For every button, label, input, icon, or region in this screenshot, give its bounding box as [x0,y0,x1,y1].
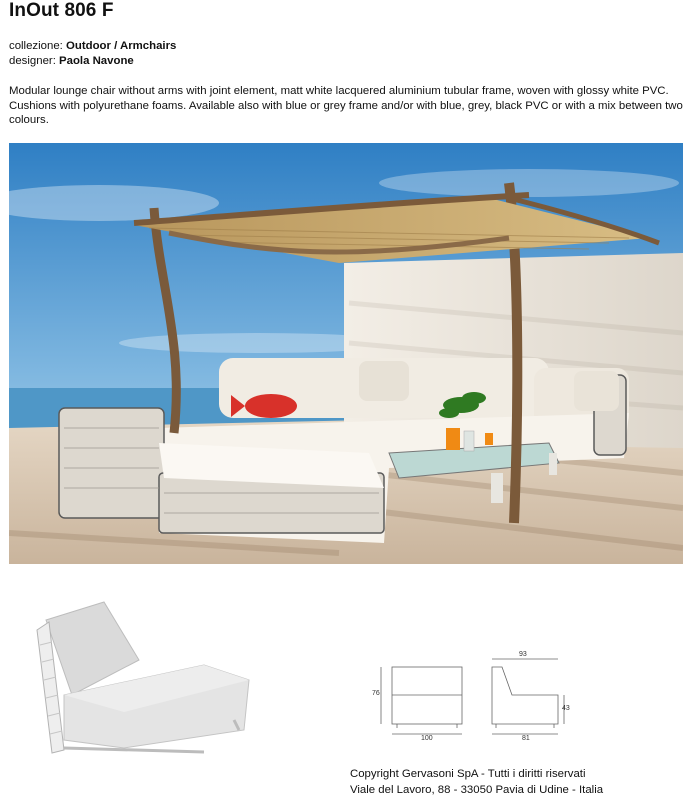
product-photo [34,600,256,760]
designer-value: Paola Navone [59,55,134,67]
address-line: Viale del Lavoro, 88 - 33050 Pavia di Udine - Italia [350,783,604,796]
collection-value: Outdoor / Armchairs [66,40,177,52]
dimension-drawings [370,650,570,750]
designer-row [9,54,176,69]
product-meta [9,39,176,69]
product-title: InOut 806 F [9,0,114,21]
dim-height: 76 [372,690,380,697]
technical-drawing [370,650,570,750]
dim-width: 100 [421,735,433,742]
outdoor-lounge-scene-image [9,143,683,564]
collection-row [9,39,176,54]
designer-label: designer: [9,55,56,67]
hero-photo [9,143,683,564]
dim-depth: 93 [519,651,527,658]
collection-label: collezione: [9,40,63,52]
product-description: Modular lounge chair without arms with joint element, matt white lacquered aluminium tubular frame, woven with glossy white PVC. Cushions with polyurethane foams. Available also with blue or grey frame and/or with blue, grey, black PVC or with a mix between two colours. [9,85,683,126]
dim-seat-depth: 81 [522,735,530,742]
dim-seat-height: 43 [562,705,570,712]
copyright-line: Copyright Gervasoni SpA - Tutti i diritti riservati [350,768,586,780]
modular-armless-lounge-chair-image [34,600,256,760]
footer-copyright [350,767,603,798]
